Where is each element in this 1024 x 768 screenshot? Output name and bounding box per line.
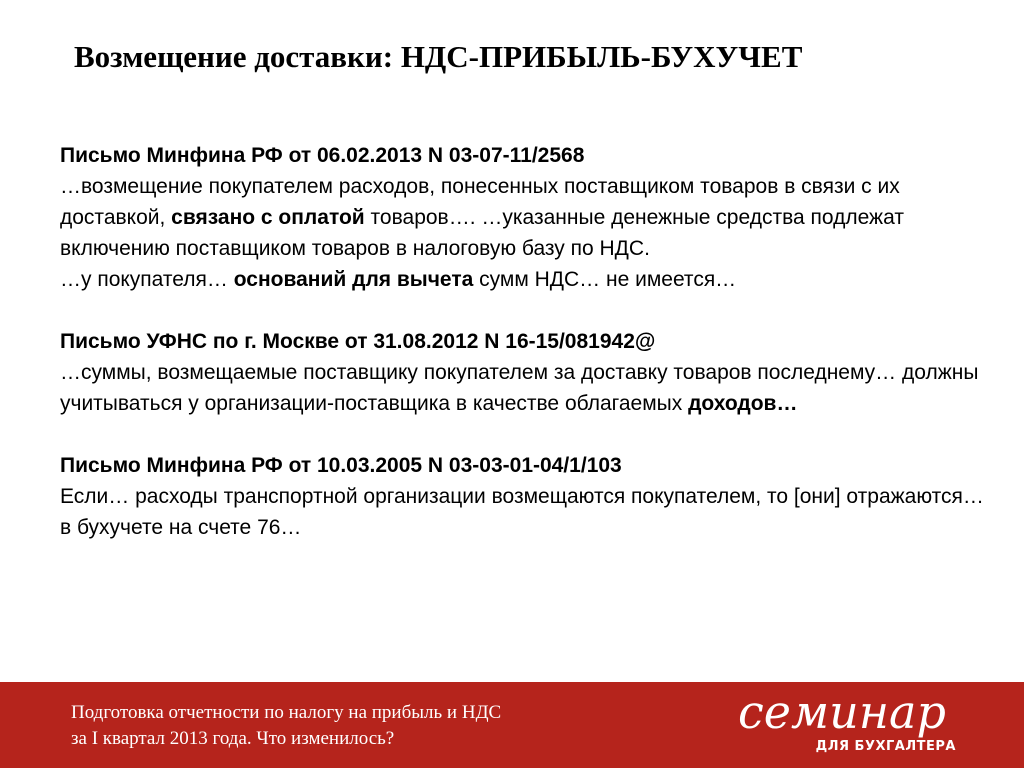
emphasized-text: оснований для вычета (233, 268, 474, 291)
logo-subtitle: ДЛЯ БУХГАЛТЕРА (815, 739, 956, 754)
logo-script-text: семинар (738, 685, 946, 739)
letter-quote (60, 357, 1000, 419)
footer-bar (0, 682, 1024, 768)
footer-line-2: за I квартал 2013 года. Что изменилось? (71, 728, 395, 749)
quote-text: сумм НДС… не имеется… (473, 268, 737, 291)
letter-heading: Письмо Минфина РФ от 06.02.2013 N 03-07-11/2568 (60, 144, 585, 167)
slide-content (60, 140, 1000, 574)
quote-text: Если… расходы транспортной организации возмещаются покупателем, то [они] отражаются… в бухучете на счете 76… (60, 485, 984, 539)
quote-text: …суммы, возмещаемые поставщику покупателем за доставку товаров последнему… должны учитываться у организации-поставщика в качестве облагаемых (60, 361, 979, 415)
letter-quote (60, 171, 1000, 264)
footer-line-1: Подготовка отчетности по налогу на прибыль и НДС (71, 702, 502, 723)
letter-heading: Письмо УФНС по г. Москве от 31.08.2012 N 16-15/081942@ (60, 330, 656, 353)
letter-block (60, 140, 1000, 295)
emphasized-text: доходов… (688, 392, 798, 415)
seminar-logo-script (728, 684, 978, 746)
letter-heading: Письмо Минфина РФ от 10.03.2005 N 03-03-01-04/1/103 (60, 454, 622, 477)
emphasized-text: связано с оплатой (171, 206, 365, 229)
letter-quote (60, 264, 1000, 295)
seminar-logo (728, 684, 978, 766)
footer-caption (71, 700, 501, 752)
letter-quote (60, 481, 1000, 543)
slide-title: Возмещение доставки: НДС-ПРИБЫЛЬ-БУХУЧЕТ (74, 39, 803, 74)
quote-text: …возмещение покупателем расходов, понесенных поставщиком товаров в связи с их доставкой, (60, 175, 900, 229)
quote-text: товаров…. …указанные денежные средства подлежат включению поставщиком товаров в налоговую базу по НДС. (60, 206, 904, 260)
quote-text: …у покупателя… (60, 268, 234, 291)
letter-block (60, 450, 1000, 543)
letter-block (60, 326, 1000, 419)
